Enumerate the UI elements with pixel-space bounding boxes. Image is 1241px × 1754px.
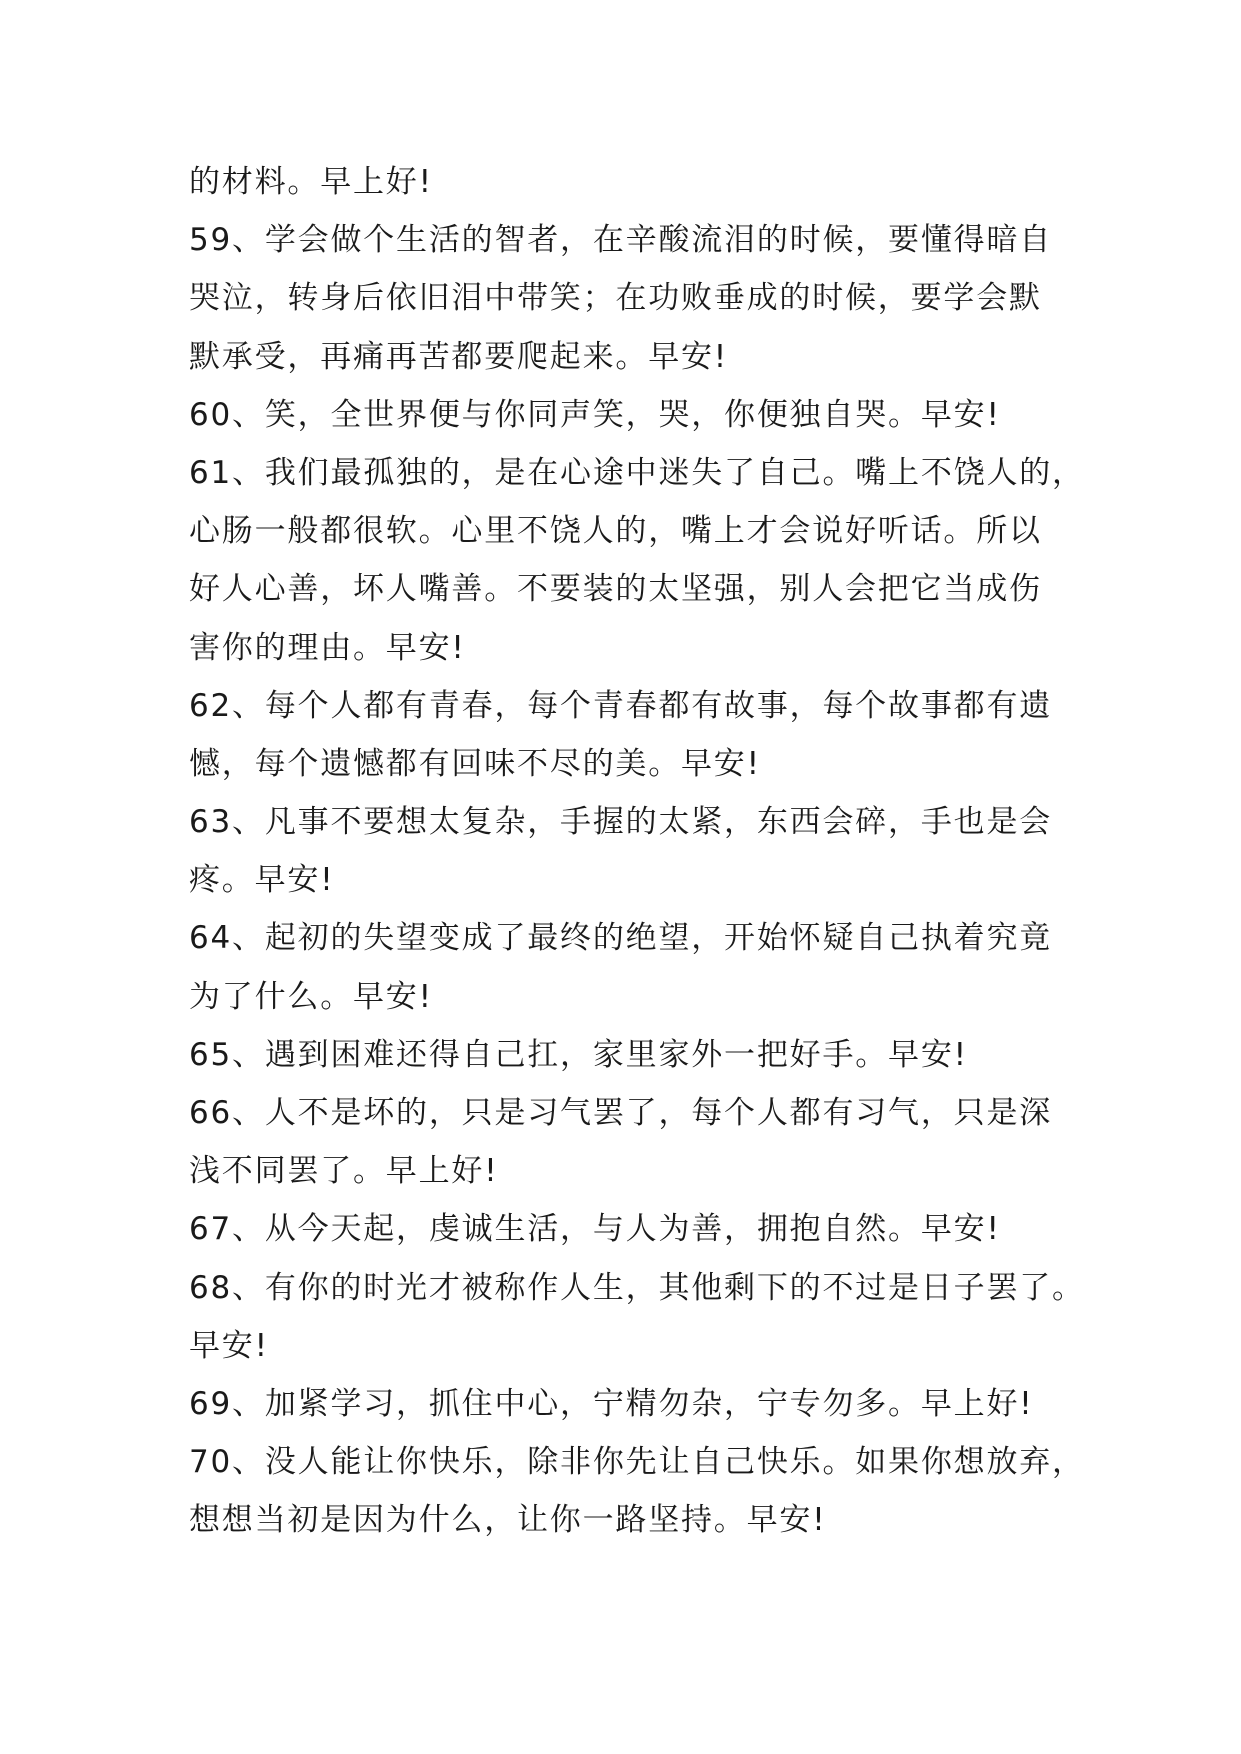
text-line: 早安! [189,1327,269,1364]
text-line: 67、从今天起，虔诚生活，与人为善，拥抱自然。早安! [189,1211,1001,1248]
text-line: 61、我们最孤独的，是在心途中迷失了自己。嘴上不饶人的， [189,454,1085,491]
text-line: 66、人不是坏的，只是习气罢了，每个人都有习气，只是深 [189,1095,1053,1131]
text-line: 哭泣，转身后依旧泪中带笑；在功败垂成的时候，要学会默 [189,280,1042,317]
text-line: 好人心善，坏人嘴善。不要装的太坚强，别人会把它当成伤 [189,571,1042,608]
document-body [189,153,1089,1550]
text-line: 63、凡事不要想太复杂，手握的太紧，东西会碎，手也是会 [189,804,1053,841]
text-line: 疼。早安! [189,862,335,899]
text-line: 68、有你的时光才被称作人生，其他剩下的不过是日子罢了。 [189,1269,1085,1306]
text-line: 64、起初的失望变成了最终的绝望，开始怀疑自己执着究竟 [189,920,1053,957]
text-line: 为了什么。早安! [189,978,433,1015]
text-line: 默承受，再痛再苦都要爬起来。早安! [189,338,729,375]
text-line: 62、每个人都有青春，每个青春都有故事，每个故事都有遗 [189,687,1053,724]
text-line: 心肠一般都很软。心里不饶人的，嘴上才会说好听话。所以 [189,513,1042,550]
text-line: 65、遇到困难还得自己扛，家里家外一把好手。早安! [189,1036,968,1073]
text-line: 憾，每个遗憾都有回味不尽的美。早安! [189,745,761,782]
text-line: 70、没人能让你快乐，除非你先让自己快乐。如果你想放弃， [189,1444,1085,1481]
text-line: 69、加紧学习，抓住中心，宁精勿杂，宁专勿多。早上好! [189,1385,1034,1422]
text-line: 59、学会做个生活的智者，在辛酸流泪的时候，要懂得暗自 [189,222,1053,259]
text-line: 60、笑，全世界便与你同声笑，哭，你便独自哭。早安! [189,396,1001,433]
text-line: 想想当初是因为什么，让你一路坚持。早安! [189,1502,827,1539]
text-line: 害你的理由。早安! [189,629,466,666]
text-line: 的材料。早上好! [189,164,433,200]
text-line: 浅不同罢了。早上好! [189,1153,499,1190]
